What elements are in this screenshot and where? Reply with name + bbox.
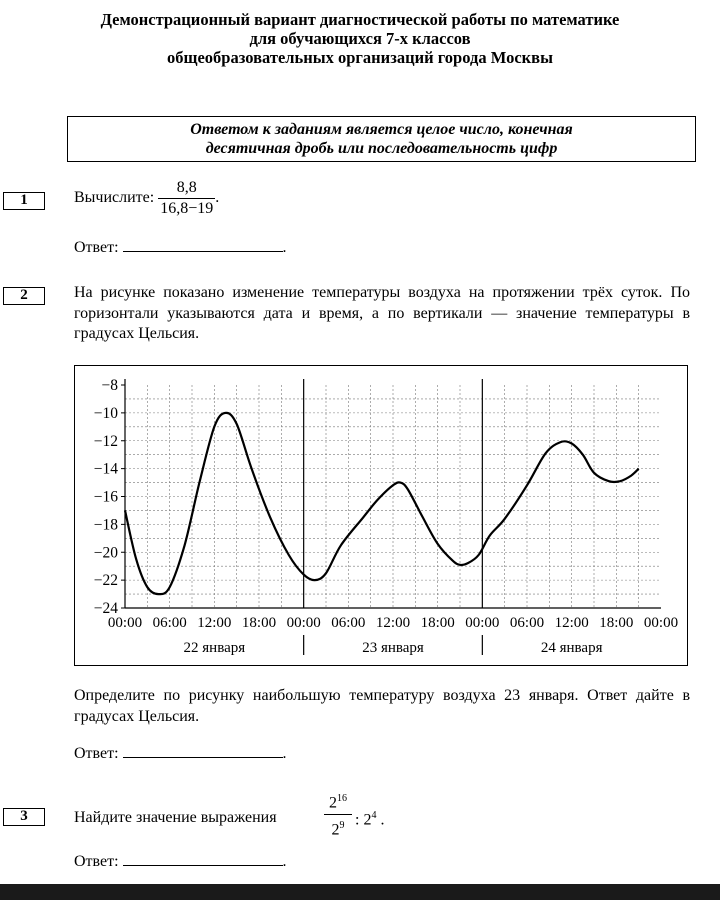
x-tick-label: 00:00 — [643, 615, 679, 631]
y-tick-label: −12 — [93, 432, 118, 450]
answer-label: Ответ: — [74, 853, 119, 870]
task-1-prompt-row — [74, 178, 219, 219]
task-2-question: Определите по рисунку наибольшую температуру воздуха 23 января. Ответ дайте в градусах Цельсия. — [74, 687, 690, 725]
task-1-denominator: 16,8−19 — [160, 200, 214, 217]
y-tick-label: −22 — [93, 572, 118, 590]
task-1-fraction — [158, 178, 215, 219]
task-1-period: . — [215, 189, 220, 207]
task-3-denominator: $2^9$ — [324, 814, 352, 841]
x-tick-label: 18:00 — [420, 615, 455, 631]
y-tick-label: −20 — [93, 544, 118, 562]
x-tick-label: 18:00 — [599, 615, 634, 631]
bottom-bar — [0, 884, 720, 900]
answer-period: . — [282, 853, 287, 870]
answer-label: Ответ: — [74, 239, 119, 256]
document-header — [0, 10, 720, 67]
task-3-answer — [74, 851, 287, 872]
temperature-chart-svg — [75, 366, 687, 665]
temperature-line — [125, 413, 639, 594]
answer-period: . — [282, 239, 287, 256]
task-2-answer — [74, 743, 287, 764]
task-1-number: 1 — [3, 192, 45, 210]
x-tick-label: 00:00 — [465, 615, 500, 631]
y-tick-label: −24 — [93, 600, 118, 617]
day-label: 22 января — [183, 640, 246, 656]
answer-format-notice — [67, 116, 696, 162]
task-1-prompt: Вычислите: — [74, 189, 155, 207]
task-1-numerator: 8,8 — [176, 179, 197, 196]
temperature-chart — [74, 365, 688, 666]
task-3-numerator: $2^{16}$ — [329, 793, 347, 812]
y-tick-label: −10 — [93, 404, 118, 422]
task-3-prompt: Найдите значение выражения — [74, 809, 277, 826]
task-2-number: 2 — [3, 287, 45, 305]
task-3-divisor: : $2^4$ . — [355, 810, 385, 829]
task-2-text: На рисунке показано изменение температуры воздуха на протяжении трёх суток. По горизонтали указываются дата и время, а по вертикали — значение температуры в градусах Цельсия. — [74, 284, 690, 342]
answer-period: . — [282, 745, 287, 762]
task-2-answer-field[interactable] — [123, 743, 283, 758]
answer-label: Ответ: — [74, 745, 119, 762]
x-tick-label: 12:00 — [375, 615, 411, 631]
x-tick-label: 18:00 — [241, 615, 277, 631]
task-3-answer-field[interactable] — [123, 851, 283, 866]
y-tick-label: −14 — [93, 460, 118, 478]
x-tick-label: 00:00 — [107, 615, 143, 631]
task-1-answer — [74, 237, 287, 258]
y-tick-label: −16 — [93, 488, 118, 506]
x-tick-label: 12:00 — [197, 615, 232, 631]
x-tick-label: 12:00 — [554, 615, 589, 631]
x-tick-label: 06:00 — [152, 615, 187, 631]
day-label: 24 января — [540, 640, 603, 656]
notice-line-2: десятичная дробь или последовательность цифр — [205, 140, 558, 157]
task-1-answer-field[interactable] — [123, 237, 283, 252]
task-3-fraction — [324, 788, 352, 842]
header-line-2: для обучающихся 7-х классов — [249, 29, 471, 48]
x-tick-label: 06:00 — [331, 615, 366, 631]
notice-line-1: Ответом к заданиям является целое число, конечная — [190, 121, 573, 138]
y-tick-label: −8 — [101, 377, 118, 394]
x-tick-label: 06:00 — [509, 615, 545, 631]
day-label: 23 января — [362, 640, 424, 656]
header-line-1: Демонстрационный вариант диагностической работы по математике — [100, 10, 620, 29]
x-tick-label: 00:00 — [286, 615, 321, 631]
header-line-3: общеобразовательных организаций города Москвы — [167, 48, 553, 67]
y-tick-label: −18 — [93, 516, 118, 534]
task-3-number: 3 — [3, 808, 45, 826]
